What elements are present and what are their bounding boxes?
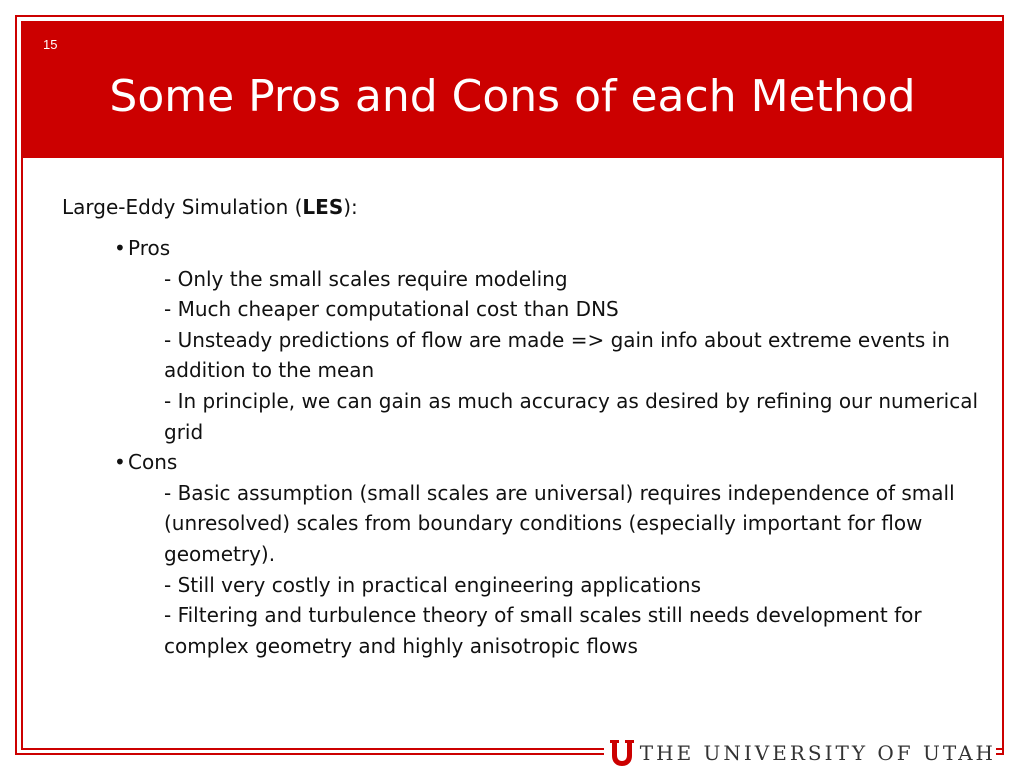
bullet-dot-icon: •	[114, 450, 126, 475]
slide-title: Some Pros and Cons of each Method	[109, 71, 916, 122]
bullet-label-cons: Cons	[128, 450, 178, 475]
pros-item: - In principle, we can gain as much accuracy as desired by refining our numerical grid	[164, 388, 979, 444]
pros-item: - Much cheaper computational cost than DNS	[164, 297, 619, 322]
heading-acronym: LES	[302, 195, 344, 219]
bullet-label-pros: Pros	[128, 236, 171, 260]
heading-suffix: ):	[343, 195, 358, 219]
pros-item: - Unsteady predictions of flow are made => gain info about extreme events in addition to the mean	[164, 327, 950, 383]
title-banner	[23, 23, 1002, 158]
university-brand	[604, 738, 996, 768]
university-name: THE UNIVERSITY OF UTAH	[639, 741, 996, 765]
cons-item: - Still very costly in practical engineering applications	[164, 572, 702, 597]
bullet-dot-icon: •	[114, 236, 126, 260]
bullet-pros	[114, 233, 982, 264]
cons-item: - Filtering and turbulence theory of small scales still needs development for complex geometry and highly anisotropic flows	[164, 603, 922, 658]
pros-item: - Only the small scales require modeling	[164, 266, 568, 291]
slide-content	[62, 192, 982, 661]
bullet-cons	[114, 447, 982, 478]
section-heading	[62, 192, 982, 222]
block-u-logo-icon	[610, 740, 634, 766]
cons-item: - Basic assumption (small scales are universal) requires independence of small (unresolved) scales from boundary conditions (especially important for flow geometry).	[164, 480, 955, 566]
slide-number: 15	[43, 37, 58, 52]
heading-prefix: Large-Eddy Simulation (	[62, 195, 303, 219]
